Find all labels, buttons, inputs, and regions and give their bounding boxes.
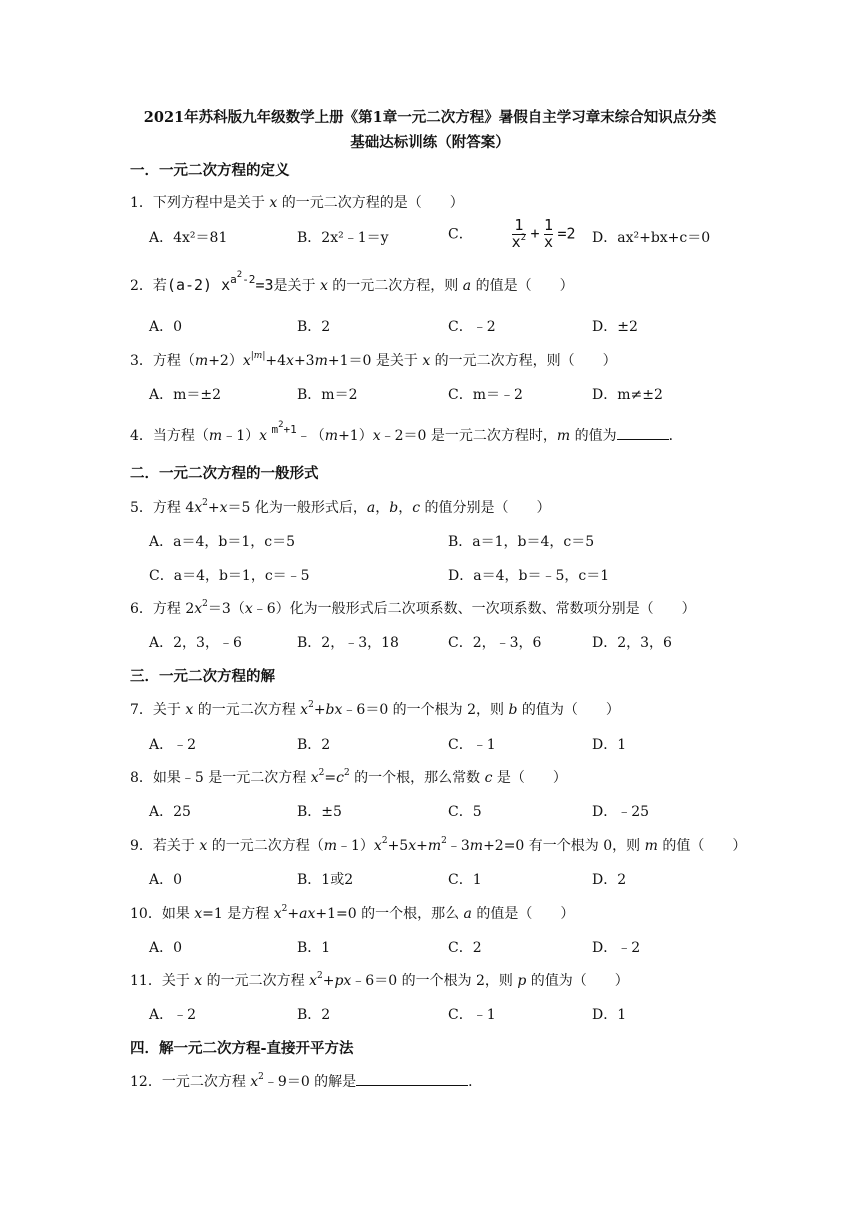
q1-option-d: D．ax²+bx+c＝0 xyxy=(592,230,711,246)
q7-option-a: A．﹣2 xyxy=(149,737,197,753)
q7-option-b: B．2 xyxy=(297,737,331,753)
q6-option-a: A．2，3，﹣6 xyxy=(149,635,242,651)
q11-option-c: C．﹣1 xyxy=(448,1007,496,1023)
q2-option-d: D．±2 xyxy=(592,319,638,335)
q5-option-b: B．a＝1，b＝4，c＝5 xyxy=(448,534,595,550)
q10-option-c: C．2 xyxy=(448,940,482,956)
question-8: 8．如果﹣5 是一元二次方程 $x^2=c^2$ 的一个根，那么常数 c 是（ ） xyxy=(130,768,567,786)
q7-option-d: D．1 xyxy=(592,737,627,753)
q9-option-a: A．0 xyxy=(149,872,183,888)
q8-option-b: B．±5 xyxy=(297,804,342,820)
q11-option-b: B．2 xyxy=(297,1007,331,1023)
section-heading-1: 一．一元二次方程的定义 xyxy=(130,162,290,179)
q3-option-c: C．m＝﹣2 xyxy=(448,387,523,403)
question-10: 10．如果 x=1 是方程 $x^2+ax+1=0$ 的一个根，那么 a 的值是（ ） xyxy=(130,904,575,922)
q8-option-d: D．﹣25 xyxy=(592,804,650,820)
q3-option-d: D．m≠±2 xyxy=(592,387,663,403)
question-1: 1．下列方程中是关于 x 的一元二次方程的是（ ） xyxy=(130,195,464,211)
q5-option-a: A．a＝4，b＝1，c＝5 xyxy=(149,534,295,550)
section-heading-4: 四．解一元二次方程-直接开平方法 xyxy=(130,1040,354,1057)
q10-option-a: A．0 xyxy=(149,940,183,956)
q5-option-d: D．a＝4，b＝﹣5，c＝1 xyxy=(448,568,610,584)
q1-option-b: B．2x²﹣1＝y xyxy=(297,230,389,246)
question-9: 9．若关于 x 的一元二次方程$(m﹣1)x^2+5x+m^2﹣3m+2=0$ 有一个根为 0，则 m 的值（ ） xyxy=(130,836,747,854)
q6-option-c: C．2，﹣3，6 xyxy=(448,635,542,651)
q3-option-a: A．m＝±2 xyxy=(149,387,222,403)
q2-option-c: C．﹣2 xyxy=(448,319,496,335)
question-6: 6．方程 $2x^2=3(x﹣6)$化为一般形式后二次项系数、一次项系数、常数项分别是（ ） xyxy=(130,599,696,617)
q9-option-b: B．1或2 xyxy=(297,872,354,888)
q10-option-b: B．1 xyxy=(297,940,331,956)
document-title-line-2: 基础达标训练（附答案） xyxy=(350,134,510,151)
q11-option-d: D．1 xyxy=(592,1007,627,1023)
q8-option-a: A．25 xyxy=(149,804,191,820)
question-12: 12．一元二次方程 $x^2﹣9=0$ 的解是 ． xyxy=(130,1072,483,1090)
question-2: 2．若(a-2) $x^{a^2-2}=3$是关于 x 的一元二次方程，则 a 的值是（ ） xyxy=(130,270,574,294)
q6-option-d: D．2，3，6 xyxy=(592,635,672,651)
question-3: 3．方程$(m+2)x^{|m|}+4x+3m+1=0$ 是关于 x 的一元二次方程，则（ ） xyxy=(130,351,617,369)
question-7: 7．关于 x 的一元二次方程 $x^2+bx﹣6=0$ 的一个根为 2，则 b 的值为（ ） xyxy=(130,700,620,718)
answer-blank-12[interactable] xyxy=(356,1071,468,1086)
q1-option-c: C． $\frac{1}{x^2}$ + $\frac{1}{x}$ =2 xyxy=(448,216,576,251)
fraction-one-over-x: $\frac{1}{x}$ xyxy=(544,216,554,251)
q11-option-a: A．﹣2 xyxy=(149,1007,197,1023)
q9-option-d: D．2 xyxy=(592,872,627,888)
q2-option-a: A．0 xyxy=(149,319,183,335)
q5-option-c: C．a＝4，b＝1，c＝﹣5 xyxy=(149,568,310,584)
fraction-one-over-x-squared: $\frac{1}{x^2}$ xyxy=(511,216,527,251)
q6-option-b: B．2，﹣3，18 xyxy=(297,635,399,651)
question-4: 4．当方程（m﹣1）x $^{m^2+1}$﹣（m+1）x﹣2＝0 是一元二次方程时，m 的值为 ． xyxy=(130,420,683,444)
section-heading-2: 二．一元二次方程的一般形式 xyxy=(130,465,319,482)
section-heading-3: 三．一元二次方程的解 xyxy=(130,668,275,685)
q8-option-c: C．5 xyxy=(448,804,482,820)
q9-option-c: C．1 xyxy=(448,872,482,888)
q3-option-b: B．m＝2 xyxy=(297,387,358,403)
answer-blank-4[interactable] xyxy=(617,425,669,440)
q7-option-c: C．﹣1 xyxy=(448,737,496,753)
question-5: 5．方程 $4x^2+x=5$ 化为一般形式后，a，b，c 的值分别是（ ） xyxy=(130,498,551,516)
document-title-line-1: 2021年苏科版九年级数学上册《第1章一元二次方程》暑假自主学习章末综合知识点分类 xyxy=(143,109,717,126)
question-11: 11．关于 x 的一元二次方程 $x^2+px﹣6=0$ 的一个根为 2，则 p 的值为（ ） xyxy=(130,971,629,989)
q2-option-b: B．2 xyxy=(297,319,331,335)
q1-option-a: A．4x²＝81 xyxy=(149,230,228,246)
q10-option-d: D．﹣2 xyxy=(592,940,641,956)
